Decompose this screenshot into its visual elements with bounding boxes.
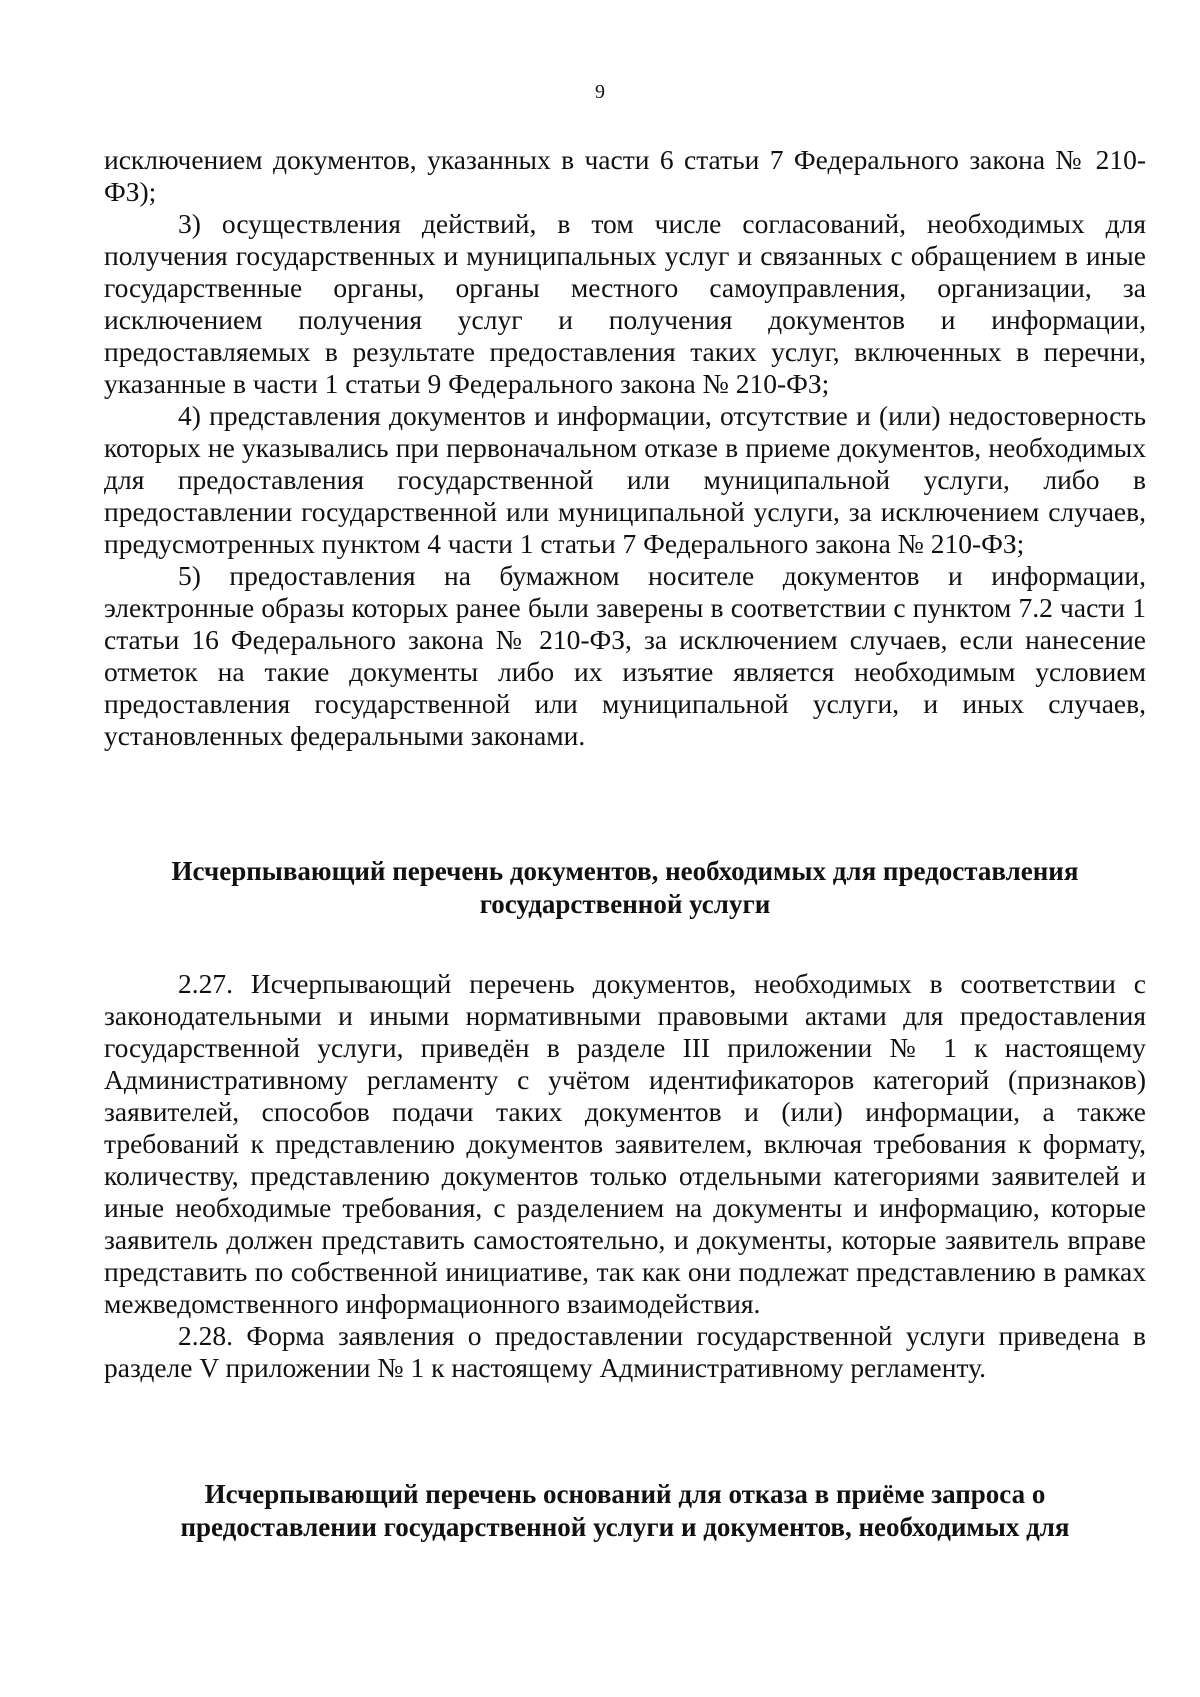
heading-line: предоставлении государственной услуги и документов, необходимых для [180, 1512, 1070, 1542]
heading-line: государственной услуги [479, 889, 771, 919]
list-continuation-block [104, 144, 1146, 752]
section-body-documents [104, 968, 1146, 1384]
paragraph-2-27: 2.27. Исчерпывающий перечень документов, необходимых в соответствии с законодательными и иными нормативными правовыми актами для предоставления государственной услуги, приведён в разделе III приложении № 1 к настоящему Административному регламенту с учётом идентификаторов категорий (признаков) заявителей, способов подачи таких документов и (или) информации, а также требований к представлению документов заявителем, включая требования к формату, количеству, представлению документов только отдельными категориями заявителей и иные необходимые требования, с разделением на документы и информацию, которые заявитель должен представить самостоятельно, и документы, которые заявитель вправе представить по собственной инициативе, так как они подлежат представлению в рамках межведомственного информационного взаимодействия. [104, 968, 1146, 1319]
section-heading-documents [104, 855, 1146, 921]
paragraph-continuation: исключением документов, указанных в части 6 статьи 7 Федерального закона № 210-ФЗ); [104, 144, 1146, 207]
paragraph-2-28: 2.28. Форма заявления о предоставлении государственной услуги приведена в разделе V приложении № 1 к настоящему Административному регламенту. [104, 1320, 1146, 1383]
page-number: 9 [595, 81, 605, 103]
heading-line: Исчерпывающий перечень оснований для отказа в приёме запроса о [204, 1479, 1046, 1509]
section-heading-refusal [104, 1478, 1146, 1544]
paragraph-item-3: 3) осуществления действий, в том числе согласований, необходимых для получения государственных и муниципальных услуг и связанных с обращением в иные государственные органы, органы местного самоуправления, организации, за исключением получения услуг и получения документов и информации, предоставляемых в результате предоставления таких услуг, включенных в перечни, указанные в части 1 статьи 9 Федерального закона № 210-ФЗ; [104, 208, 1146, 399]
heading-line: Исчерпывающий перечень документов, необходимых для предоставления [171, 856, 1079, 886]
paragraph-item-5: 5) предоставления на бумажном носителе документов и информации, электронные образы которых ранее были заверены в соответствии с пунктом 7.2 части 1 статьи 16 Федерального закона № 210-ФЗ, за исключением случаев, если нанесение отметок на такие документы либо их изъятие является необходимым условием предоставления государственной или муниципальной услуги, и иных случаев, установленных федеральными законами. [104, 560, 1146, 751]
paragraph-item-4: 4) представления документов и информации, отсутствие и (или) недостоверность которых не указывались при первоначальном отказе в приеме документов, необходимых для предоставления государственной или муниципальной услуги, либо в предоставлении государственной или муниципальной услуги, за исключением случаев, предусмотренных пунктом 4 части 1 статьи 7 Федерального закона № 210-ФЗ; [104, 400, 1146, 559]
